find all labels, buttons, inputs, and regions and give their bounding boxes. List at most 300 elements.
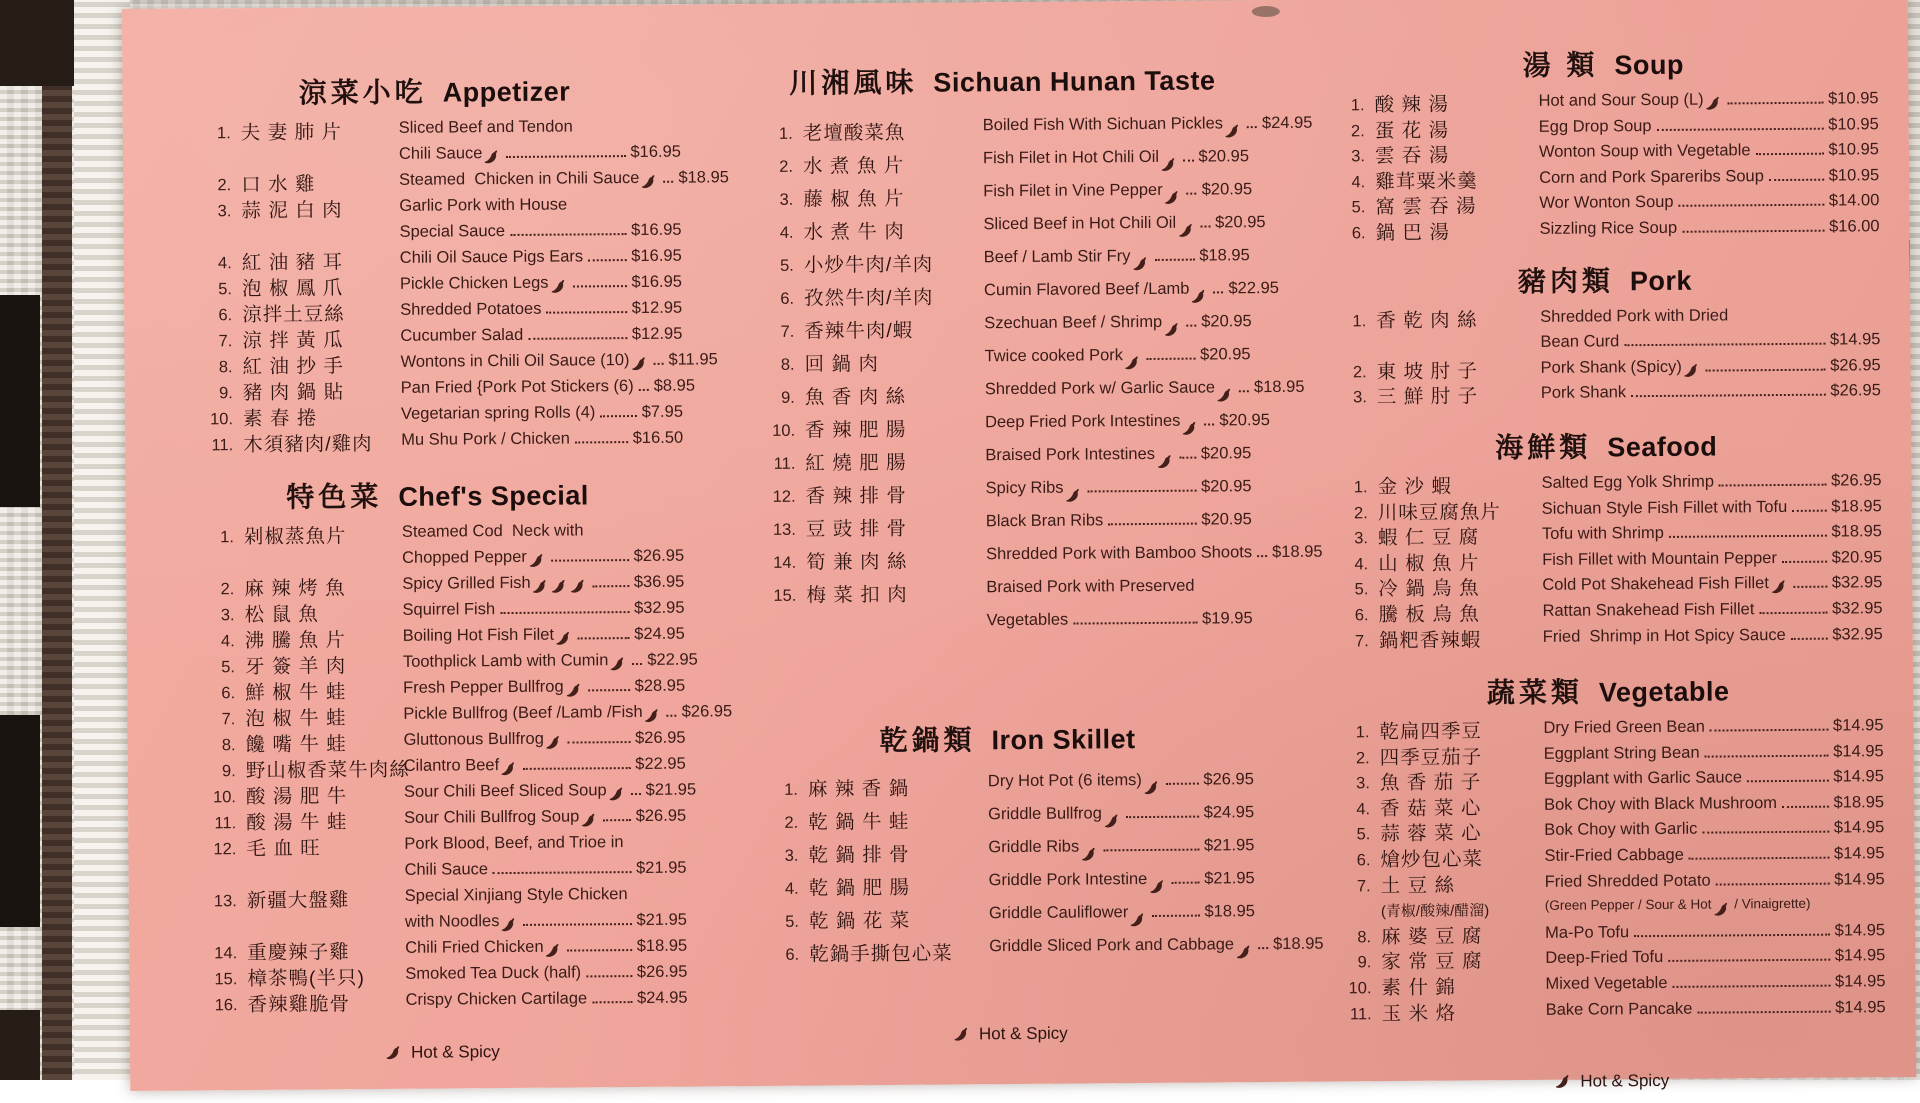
- dot-leader: [663, 181, 673, 183]
- section-header-pork: [1330, 257, 1880, 301]
- item-english-block: [400, 325, 682, 353]
- item-price: $32.95: [1832, 599, 1883, 618]
- item-number: 5.: [1356, 825, 1371, 844]
- item-number: 16.: [214, 996, 238, 1015]
- item-number: 9.: [1357, 953, 1372, 972]
- item-name-english: Griddle Ribs: [988, 837, 1080, 857]
- item-english-block: [404, 755, 686, 783]
- item-name-english: Ma-Po Tofu: [1545, 923, 1630, 942]
- menu-item: [195, 963, 687, 993]
- item-price: $10.95: [1827, 89, 1879, 108]
- item-name-chinese: 三 鮮 肘 子: [1376, 385, 1479, 409]
- menu-section-sichuan-hunan: [756, 58, 1323, 646]
- dot-leader: [603, 819, 630, 821]
- item-number: 6.: [785, 945, 800, 964]
- item-english-block: [1541, 382, 1881, 410]
- item-number: 7.: [1354, 631, 1369, 650]
- item-english-block: [399, 168, 729, 197]
- item-name-chinese: 沸 騰 魚 片: [244, 629, 347, 653]
- dot-leader: [1682, 230, 1824, 233]
- item-line: [983, 180, 1252, 215]
- menu-item: [759, 377, 1305, 415]
- dot-leader: [588, 689, 630, 691]
- item-name-chinese: 口 水 雞: [241, 173, 316, 197]
- item-name-english: Salted Egg Yolk Shrimp: [1541, 472, 1715, 492]
- dot-leader: [551, 559, 629, 562]
- item-price: $24.95: [634, 624, 685, 644]
- item-name-chinese: 乾 鍋 牛 蛙: [808, 810, 910, 834]
- item-number: 5.: [785, 912, 800, 931]
- dot-leader: [1759, 612, 1827, 615]
- item-name-chinese: 木須豬肉/雞肉: [243, 433, 373, 457]
- item-price: $14.95: [1833, 767, 1884, 786]
- dot-leader: [631, 793, 641, 795]
- item-name-english: Spicy Ribs: [985, 478, 1064, 498]
- section-title-english: Soup: [1614, 49, 1685, 81]
- item-number: 15.: [773, 586, 797, 605]
- item-price: $20.95: [1201, 180, 1253, 199]
- dot-leader: [1705, 754, 1829, 757]
- item-english-block: [1542, 497, 1882, 525]
- dot-leader: [573, 285, 627, 287]
- item-english-block: [1544, 819, 1884, 847]
- item-price: $14.95: [1834, 972, 1886, 991]
- item-name-chinese: 孜然牛肉/羊肉: [803, 286, 934, 310]
- item-line: [400, 299, 682, 327]
- item-price: $18.95: [1272, 542, 1323, 562]
- item-line: [400, 247, 682, 275]
- menu-section-iron-skillet: [761, 716, 1324, 972]
- item-english-block: [1546, 998, 1886, 1026]
- item-name-english: Vegetables: [986, 610, 1069, 630]
- dot-leader: [1186, 325, 1196, 327]
- chili-pepper-icon: [631, 356, 646, 372]
- item-english-block: [1545, 870, 1885, 924]
- item-name-chinese: 饞 嘴 牛 蛙: [245, 733, 347, 757]
- tablecloth-dark-block: [0, 295, 40, 507]
- item-english-block: [402, 599, 684, 627]
- item-price: $10.95: [1828, 114, 1879, 134]
- item-number: 1.: [1355, 723, 1370, 742]
- item-name-english: Black Bran Ribs: [985, 511, 1104, 531]
- item-number: 4.: [1354, 554, 1369, 574]
- item-line: [1544, 742, 1884, 770]
- item-number: 6.: [221, 684, 236, 703]
- item-line: [401, 403, 683, 431]
- item-number: 7.: [1356, 876, 1371, 896]
- dot-leader: [1791, 637, 1828, 639]
- item-line: [1546, 998, 1886, 1026]
- item-number: 3.: [784, 846, 799, 865]
- item-price: $14.95: [1834, 869, 1885, 889]
- section-title-english: Sichuan Hunan Taste: [933, 65, 1216, 98]
- menu-column-middle: [756, 0, 1324, 1046]
- chili-pepper-icon: [1149, 878, 1164, 894]
- menu-item: [760, 510, 1252, 547]
- item-number: 3.: [220, 606, 235, 625]
- item-price: $24.95: [1261, 113, 1313, 133]
- chili-pepper-icon: [610, 656, 625, 672]
- item-name-english: Dry Hot Pot (6 items): [987, 771, 1142, 791]
- item-line: [399, 195, 681, 223]
- item-name-english: Fish Filet in Hot Chili Oil: [982, 147, 1160, 168]
- item-price: $18.95: [1199, 246, 1250, 265]
- item-line: [1544, 767, 1884, 795]
- item-price: $26.95: [1830, 471, 1882, 490]
- item-name-english-tail: / Vinaigrette): [1730, 896, 1811, 912]
- item-line: [404, 781, 696, 809]
- dot-leader: [1792, 509, 1826, 511]
- item-name-chinese: 夫 妻 肺 片: [240, 121, 343, 145]
- item-english-block: [986, 543, 1323, 579]
- menu-item: [193, 650, 698, 681]
- item-number: 14.: [773, 553, 797, 572]
- item-english-block: [1539, 217, 1879, 245]
- item-name-english: Spicy Grilled Fish: [402, 573, 531, 593]
- item-price: $8.95: [653, 376, 696, 395]
- item-price: $26.95: [681, 702, 733, 721]
- item-name-chinese: 香 菇 菜 心: [1380, 797, 1482, 821]
- chili-pepper-icon: [581, 812, 596, 828]
- item-line: [403, 677, 685, 705]
- item-number: 5.: [218, 280, 233, 299]
- item-name-chinese: 紅 燒 肥 腸: [805, 451, 907, 475]
- item-line: [988, 803, 1254, 838]
- item-line: [404, 833, 686, 861]
- item-name-english: Vegetarian spring Rolls (4): [400, 403, 596, 423]
- item-price: $21.95: [636, 910, 688, 930]
- menu-item: [189, 117, 681, 173]
- item-english-block: [985, 477, 1251, 512]
- item-line: [405, 911, 687, 939]
- menu-item: [192, 599, 684, 629]
- dot-leader: [1782, 806, 1829, 808]
- chili-pepper-icon: [1555, 1074, 1570, 1090]
- item-name-english: Pickle Chicken Legs: [399, 273, 549, 293]
- item-name-english: (Green Pepper / Sour & Hot: [1544, 896, 1712, 914]
- item-number: 5.: [1354, 580, 1369, 599]
- dot-leader: [1239, 390, 1249, 392]
- item-english-block: [405, 989, 687, 1017]
- item-name-english: Sliced Beef and Tendon: [398, 117, 573, 137]
- item-number: 6.: [1351, 224, 1366, 243]
- menu-item: [758, 278, 1279, 316]
- item-name-chinese: 蛋 花 湯: [1374, 119, 1450, 142]
- dot-leader: [1697, 1010, 1830, 1013]
- item-price: $11.95: [668, 350, 718, 369]
- section-title-chinese: 蔬菜類: [1486, 676, 1584, 709]
- dot-leader: [506, 155, 625, 158]
- item-name-english: Crispy Chicken Cartilage: [405, 989, 588, 1009]
- dot-leader: [568, 741, 630, 743]
- item-name-english: Steamed Cod Neck with: [401, 521, 584, 541]
- item-note-line: [1545, 895, 1885, 923]
- item-name-chinese: 豬 肉 鍋 貼: [242, 381, 345, 405]
- dot-leader: [1716, 882, 1830, 885]
- item-english-block: [1539, 140, 1879, 168]
- item-line: [1542, 599, 1882, 627]
- item-number: 1.: [1353, 478, 1368, 497]
- item-price: $10.95: [1828, 140, 1880, 159]
- item-price: $20.95: [1214, 213, 1266, 232]
- chili-pepper-icon: [1130, 912, 1145, 928]
- item-name-chinese: 酸 辣 湯: [1374, 93, 1450, 117]
- item-number: 2.: [779, 157, 794, 176]
- item-name-chinese: 新疆大盤雞: [246, 889, 350, 913]
- item-english-block: [403, 729, 685, 757]
- item-english-block: [1541, 356, 1881, 384]
- menu-item: [190, 325, 682, 355]
- menu-item: [762, 803, 1254, 840]
- section-header-seafood: [1331, 423, 1881, 467]
- item-number: 3.: [1356, 774, 1370, 793]
- item-english-block: [1543, 625, 1883, 653]
- item-number: 1.: [1352, 311, 1367, 330]
- dot-leader: [546, 311, 626, 314]
- item-number: 11.: [1349, 1004, 1372, 1024]
- chili-pepper-icon: [1236, 944, 1251, 960]
- item-line: [989, 902, 1255, 937]
- item-name-chinese: 涼拌土豆絲: [242, 303, 345, 327]
- item-name-english: Shredded Pork with Dried: [1540, 305, 1729, 326]
- menu-section-seafood: [1331, 423, 1883, 654]
- dot-leader: [1631, 394, 1825, 398]
- menu-item: [189, 195, 681, 251]
- item-price: $7.95: [641, 402, 684, 421]
- item-name-english: Cucumber Salad: [400, 325, 524, 345]
- item-number: 11.: [211, 436, 234, 455]
- item-number: 14.: [214, 944, 238, 963]
- item-line: [401, 429, 683, 457]
- section-title-chinese: 乾鍋類: [879, 724, 976, 757]
- item-number: 1.: [784, 780, 799, 799]
- item-english-block: [1542, 548, 1882, 576]
- dot-leader: [1258, 947, 1268, 949]
- item-number: 5.: [221, 658, 236, 677]
- item-price: $14.95: [1834, 946, 1886, 966]
- chili-pepper-icon: [1066, 487, 1081, 503]
- item-name-chinese: 牙 簽 羊 肉: [244, 655, 347, 679]
- item-line: [405, 937, 687, 965]
- item-name-english: Cold Pot Shakehead Fish Fillet: [1542, 574, 1769, 595]
- section-header-sichuan-hunan: [756, 58, 1248, 102]
- chili-pepper-icon: [1104, 813, 1119, 829]
- item-price: $18.95: [1253, 377, 1305, 397]
- item-line: [1544, 844, 1884, 872]
- item-number: 7.: [780, 322, 795, 341]
- chili-pepper-icon: [550, 279, 565, 295]
- menu-section-soup: [1328, 41, 1880, 247]
- dot-leader: [1747, 780, 1828, 783]
- dot-leader: [1179, 457, 1196, 459]
- item-price: $14.95: [1829, 330, 1881, 349]
- item-price: $24.95: [637, 988, 688, 1008]
- item-number: 2.: [1353, 503, 1368, 522]
- item-name-chinese: 川味豆腐魚片: [1377, 500, 1501, 524]
- dot-leader: [1624, 343, 1825, 347]
- item-price: $21.95: [1204, 869, 1255, 888]
- chili-pepper-icon: [1125, 355, 1140, 371]
- item-english-block: [401, 429, 683, 457]
- item-name-chinese: 香辣雞脆骨: [247, 993, 351, 1017]
- item-english-block: [400, 273, 682, 301]
- item-price: $20.95: [1198, 147, 1250, 166]
- item-number: 6.: [1354, 606, 1369, 625]
- item-price: $26.95: [1203, 770, 1254, 789]
- item-english-block: [1542, 599, 1882, 627]
- item-price: $32.95: [1831, 573, 1883, 592]
- item-line: [404, 755, 686, 783]
- item-price: $24.95: [1203, 803, 1255, 822]
- item-name-chinese: 素 春 捲: [242, 407, 318, 431]
- item-name-chinese: 鍋粑香辣蝦: [1378, 628, 1482, 652]
- item-price: $26.95: [1830, 381, 1881, 400]
- item-line: [402, 573, 684, 601]
- item-price: $20.95: [1831, 547, 1883, 567]
- item-line: [986, 543, 1323, 579]
- item-name-english: Pork Blood, Beef, and Trioe in: [404, 833, 624, 853]
- dot-leader: [592, 1001, 632, 1003]
- item-number: 4.: [1351, 173, 1366, 192]
- menu-item: [1335, 870, 1885, 926]
- item-line: [1539, 192, 1879, 220]
- section-title-english: Chef's Special: [398, 480, 589, 512]
- menu-item: [194, 807, 686, 837]
- item-number: 13.: [213, 892, 237, 911]
- dot-leader: [1719, 484, 1826, 487]
- item-english-block: [404, 833, 686, 887]
- item-name-english: Chili Sauce: [404, 860, 489, 879]
- tablecloth-dark-block: [0, 1010, 40, 1080]
- dot-leader: [1166, 783, 1199, 785]
- item-note-chinese: (青椒/酸辣/醋溜): [1380, 902, 1490, 921]
- item-name-chinese: 東 坡 肘 子: [1376, 360, 1479, 383]
- menu-item: [1330, 305, 1880, 361]
- item-name-english: Fresh Pepper Bullfrog: [403, 677, 564, 697]
- item-name-chinese: 紅 油 豬 耳: [241, 251, 344, 275]
- item-number: 2.: [220, 580, 235, 599]
- item-english-block: [400, 299, 682, 327]
- item-english-block: [985, 378, 1305, 414]
- paper-smudge: [1252, 6, 1280, 17]
- item-price: $16.95: [630, 220, 682, 240]
- item-name-chinese: 乾 鍋 排 骨: [808, 843, 910, 867]
- item-name-chinese: 剁椒蒸魚片: [243, 525, 347, 549]
- item-line: [985, 378, 1305, 414]
- item-name-chinese: 麻 辣 香 鍋: [807, 777, 910, 801]
- item-name-chinese: 松 鼠 魚: [244, 603, 319, 627]
- chili-pepper-icon: [386, 1045, 401, 1061]
- menu-item: [1331, 382, 1881, 412]
- item-line: [1541, 471, 1881, 499]
- item-line: [987, 609, 1253, 644]
- item-english-block: [986, 510, 1252, 545]
- dot-leader: [1073, 622, 1197, 625]
- hot-and-spicy-legend: [1336, 1069, 1886, 1093]
- item-line: [399, 168, 729, 197]
- item-name-english: Special Sauce: [399, 222, 506, 241]
- item-name-english: Rattan Snakehead Fish Fillet: [1542, 600, 1755, 620]
- menu-item: [191, 403, 683, 433]
- menu-item: [192, 573, 684, 603]
- item-name-english: Chili Oil Sauce Pigs Ears: [399, 247, 584, 267]
- item-name-chinese: 蒜 泥 白 肉: [241, 199, 343, 223]
- item-name-english: Bok Choy with Black Mushroom: [1544, 793, 1778, 814]
- menu-item: [190, 247, 682, 277]
- item-name-english: Wonton Soup with Vegetable: [1538, 141, 1751, 162]
- item-price: $26.95: [634, 728, 686, 748]
- chili-pepper-icon: [556, 631, 571, 647]
- item-name-english: Eggplant String Bean: [1543, 743, 1700, 763]
- dot-leader: [1088, 490, 1197, 493]
- item-line: [984, 345, 1250, 380]
- item-price: $18.95: [678, 168, 729, 187]
- hot-and-spicy-legend: [764, 1022, 1256, 1046]
- section-header-appetizer: [188, 69, 680, 113]
- chili-pepper-icon: [1182, 420, 1197, 436]
- tablecloth-white-stripe: [74, 0, 130, 1080]
- menu-section-vegetable: [1333, 668, 1886, 1027]
- item-name-chinese: 鮮 椒 牛 蛙: [245, 681, 347, 705]
- item-price: $20.95: [1201, 510, 1252, 529]
- item-name-english: Braised Pork with Preserved: [986, 576, 1195, 597]
- dot-leader: [1103, 849, 1199, 852]
- item-line: [989, 869, 1255, 904]
- item-english-block: [1542, 574, 1882, 602]
- chili-pepper-icon: [1144, 779, 1159, 795]
- menu-item: [759, 444, 1251, 481]
- menu-item: [194, 755, 686, 785]
- item-number: 3.: [1351, 147, 1366, 166]
- item-name-english: Sizzling Rice Soup: [1539, 218, 1678, 238]
- item-line: [989, 935, 1324, 971]
- item-number: 9.: [781, 388, 795, 407]
- item-line: [1539, 166, 1879, 194]
- menu-item: [760, 576, 1253, 646]
- menu-item: [190, 273, 682, 303]
- item-number: 2.: [217, 176, 232, 195]
- item-english-block: [1541, 471, 1881, 499]
- dot-leader: [493, 871, 631, 874]
- item-english-block: [1543, 716, 1883, 744]
- item-english-block: [1545, 972, 1885, 1000]
- item-line: [1538, 89, 1878, 117]
- item-name-english: Fried Shrimp in Hot Spicy Sauce: [1542, 625, 1786, 646]
- item-name-english: Beef / Lamb Stir Fry: [983, 247, 1131, 267]
- chili-pepper-icon: [529, 553, 544, 569]
- dot-leader: [1200, 225, 1210, 227]
- chili-pepper-icon: [1771, 579, 1786, 595]
- item-english-block: [1545, 921, 1885, 949]
- item-line: [1540, 330, 1880, 358]
- item-line: [988, 836, 1254, 871]
- dot-leader: [1669, 535, 1827, 538]
- item-english-block: [403, 625, 685, 653]
- item-name-english: Pork Shank: [1540, 383, 1627, 403]
- item-english-block: [1544, 742, 1884, 770]
- menu-item: [758, 312, 1250, 349]
- item-english-block: [405, 885, 687, 939]
- item-name-english: Mu Shu Pork / Chicken: [401, 429, 570, 449]
- item-number: 1.: [778, 124, 793, 143]
- item-name-english: Fried Shredded Potato: [1544, 871, 1711, 891]
- dot-leader: [1702, 831, 1828, 834]
- item-line: [1545, 972, 1885, 1000]
- item-english-block: [983, 180, 1252, 215]
- menu-item: [193, 702, 733, 733]
- chili-pepper-icon: [1713, 901, 1728, 917]
- item-number: 8.: [218, 358, 233, 377]
